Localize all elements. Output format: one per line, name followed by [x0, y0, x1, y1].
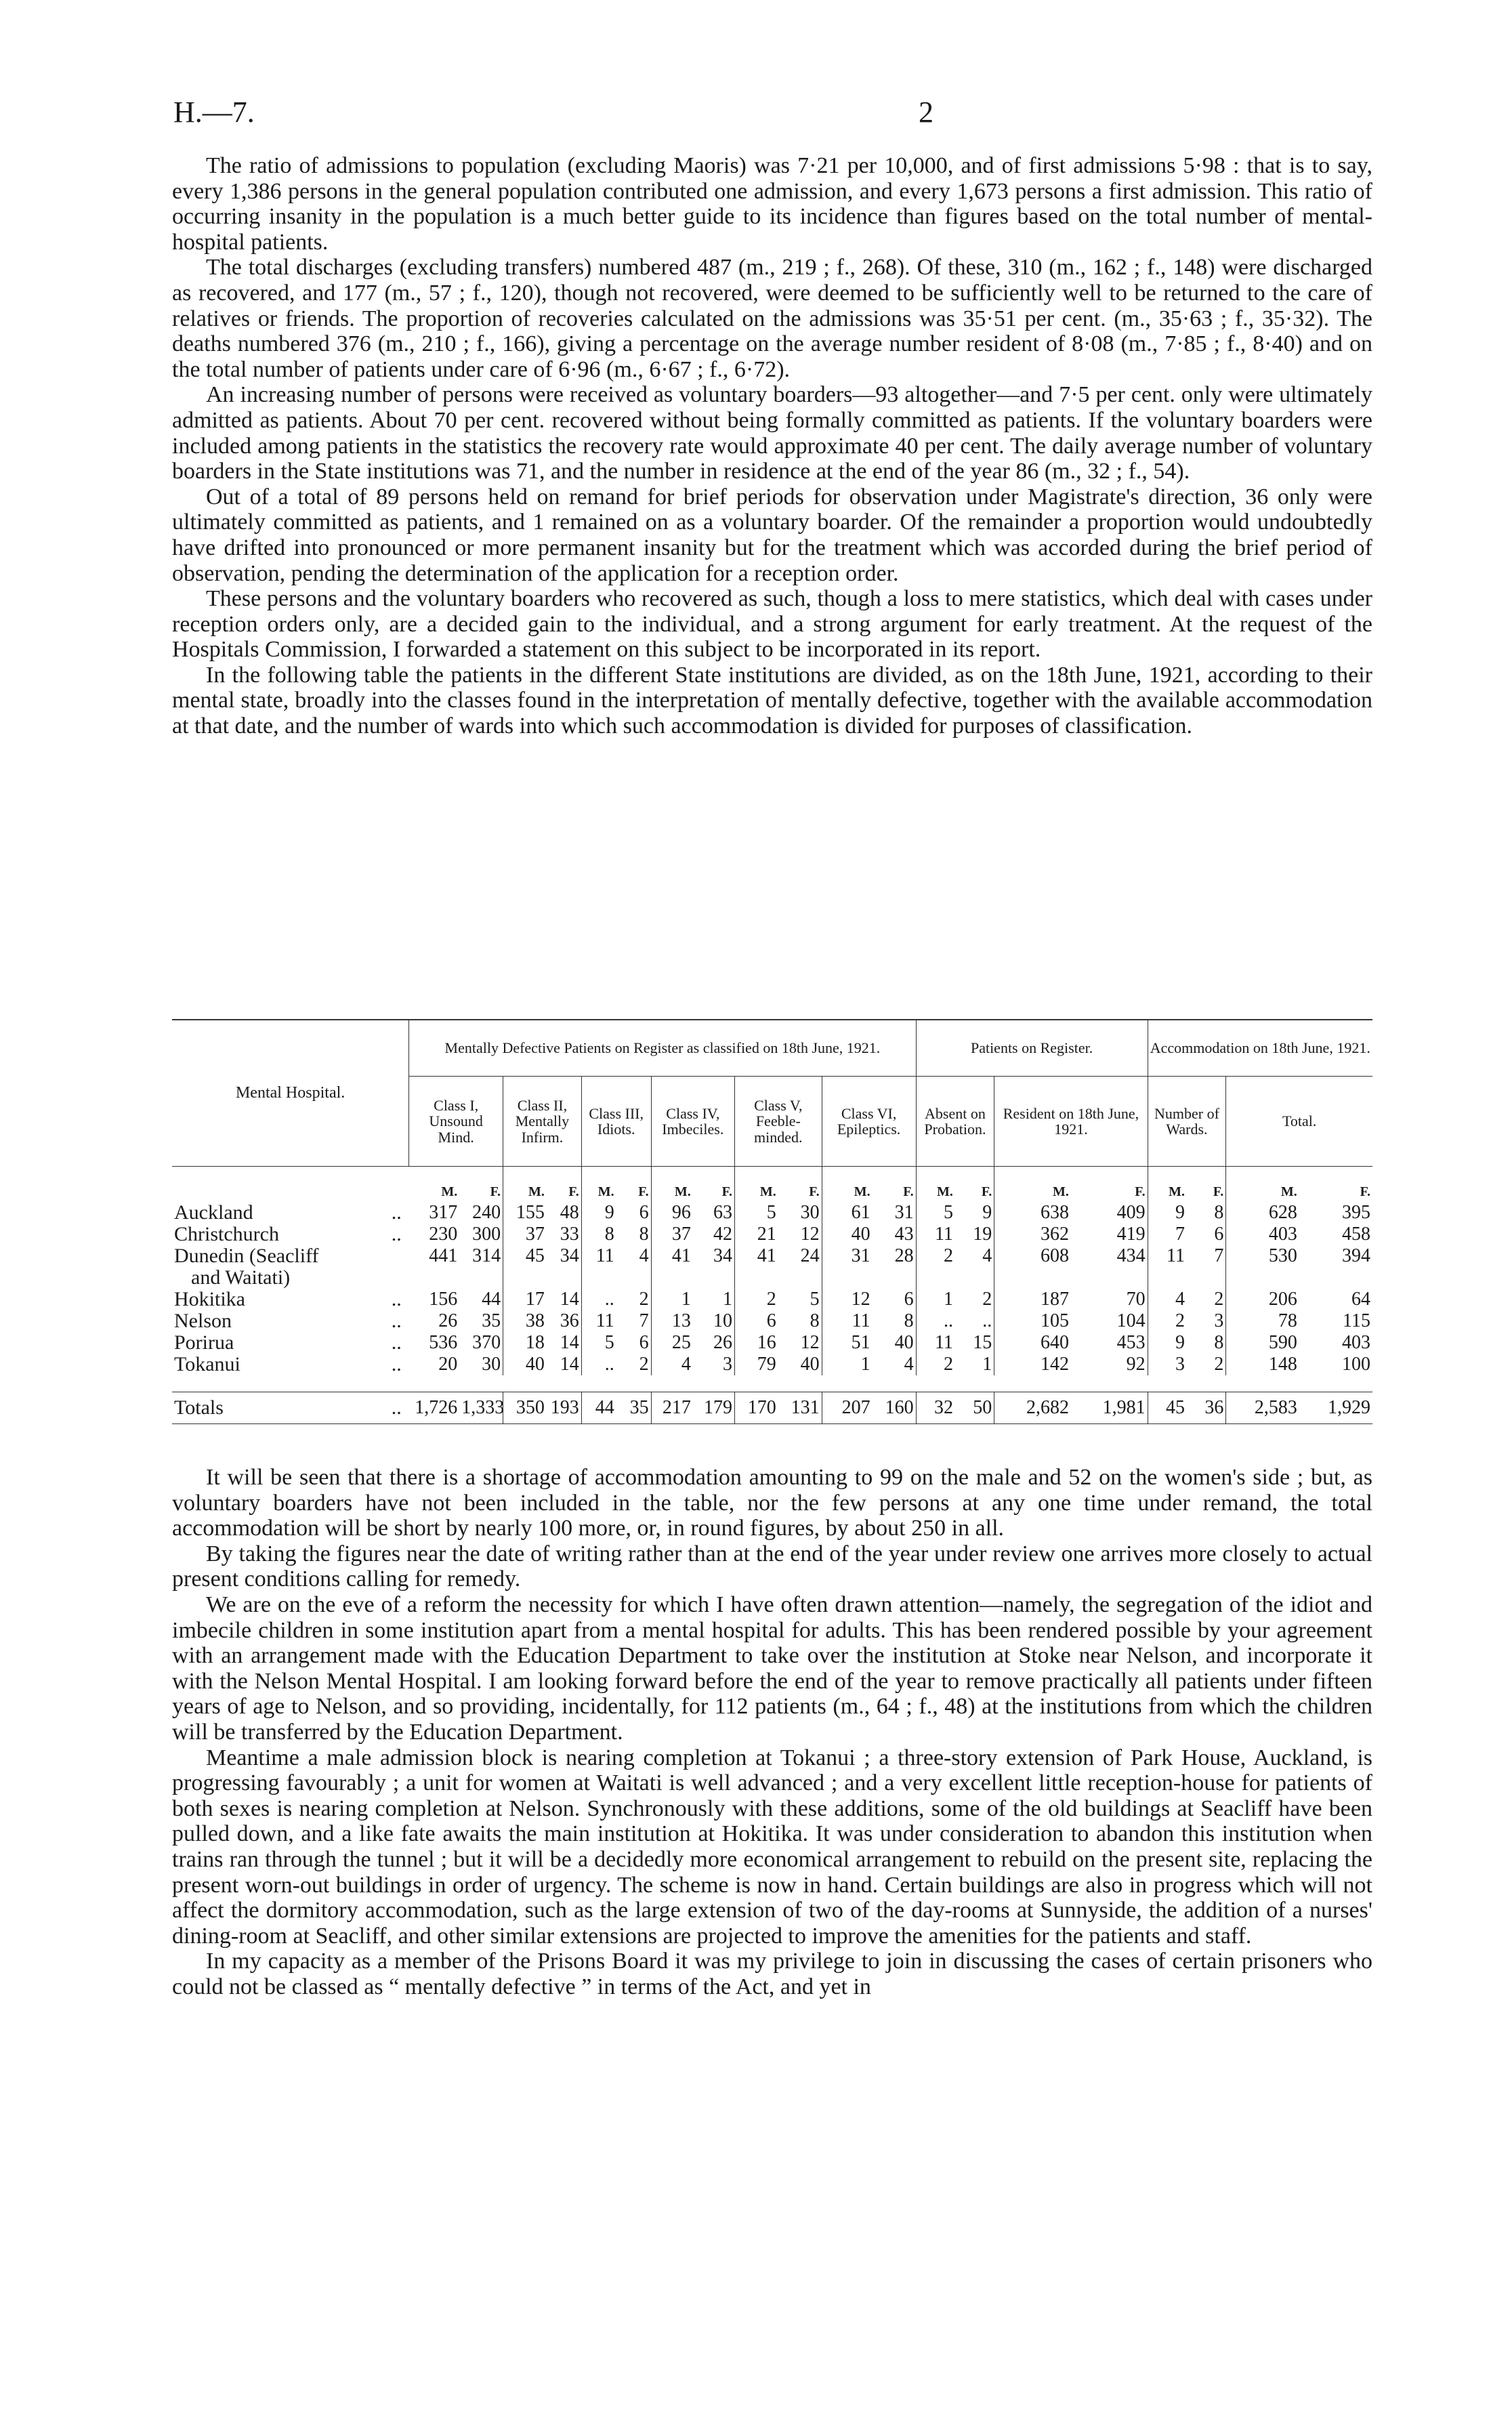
table-cell: 1: [681, 1289, 691, 1310]
table-row: [172, 1245, 1372, 1267]
table-cell: 8: [873, 1310, 916, 1332]
table-cell: 403: [1268, 1224, 1297, 1245]
table-cell: 370: [459, 1332, 503, 1354]
table-cell: 6: [873, 1289, 916, 1310]
table-cell: 26: [438, 1310, 458, 1332]
table-cell: 1: [955, 1354, 994, 1375]
table-cell: 395: [1342, 1202, 1370, 1224]
table-cell: 2: [1187, 1289, 1226, 1310]
paragraph: Meantime a male admission block is nearing completion at Tokanui ; a three-story extension of Park House, Auckland, is progressing favourably ; a unit for women at Waitati is well advanced ; and a very excellent little reception-house for patients of both sexes is nearing completion at Nelson. Synchronously with these additions, some of the old buildings at Seacliff have been pulled down, and a like fate awaits the main institution at Hokitika. It was under consideration to abandon this institution when trains ran through the tunnel ; but it will be a decidedly more economical arrangement to rebuild on the present site, replacing the present worn-out buildings in order of urgency. The scheme is now in hand. Certain buildings are also in progress which will not affect the dormitory accommodation, such as the large extension of two of the day-rooms at Sunnyside, the addition of a nurses' dining-room at Seacliff, and other similar extensions are projected to improve the amenities for the patients and staff.: [172, 1745, 1372, 1949]
female-label: F.: [1187, 1167, 1226, 1203]
table-cell: 31: [851, 1245, 870, 1267]
table-cell: 25: [671, 1332, 691, 1354]
table-cell: 33: [547, 1224, 581, 1245]
number-of-wards-header: Number of Wards.: [1148, 1077, 1226, 1167]
table-cell: 30: [778, 1202, 822, 1224]
paragraph: In the following table the patients in the different State institutions are divided, as on the 18th June, 1921, according to their mental state, broadly into the classes found in the interpretation of mentally defective, together with the available accommodation at that date, and the number of wards into which such accommodation is divided for purposes of classification.: [172, 662, 1372, 739]
table-cell: 115: [1343, 1310, 1370, 1332]
table-row: [172, 1224, 1372, 1245]
male-label: M.: [937, 1184, 953, 1199]
female-label: F.: [873, 1167, 916, 1203]
statistics-table-wrapper: [172, 1019, 1372, 1424]
table-cell: 350: [503, 1392, 547, 1424]
table-cell: 131: [778, 1392, 822, 1424]
table-cell: 19: [955, 1224, 994, 1245]
resident-header: Resident on 18th June, 1921.: [994, 1077, 1148, 1167]
female-label: F.: [1071, 1167, 1148, 1203]
report-reference: H.—7.: [173, 96, 255, 129]
table-cell: 100: [1342, 1354, 1370, 1375]
table-cell: 3: [1187, 1310, 1226, 1332]
paragraph: These persons and the voluntary boarders who recovered as such, though a loss to mere statistics, which deal with cases under reception orders only, are a decided gain to the individual, and a strong argument for early treatment. At the request of the Hospitals Commission, I forwarded a statement on this subject to be incorporated in its report.: [172, 586, 1372, 663]
page-number: 2: [919, 96, 933, 129]
table-cell: 36: [547, 1310, 581, 1332]
table-cell: 2: [616, 1289, 651, 1310]
female-label: F.: [459, 1167, 503, 1203]
table-cell: 3: [693, 1354, 735, 1375]
hospital-name-continued: and Waitati): [191, 1266, 291, 1289]
male-label: M.: [1053, 1184, 1069, 1199]
table-cell: 43: [873, 1224, 916, 1245]
paragraph: The ratio of admissions to population (excluding Maoris) was 7·21 per 10,000, and of first admissions 5·98 : that is to say, every 1,386 persons in the general population contributed one admission, and every 1,673 persons a first admission. This ratio of occurring insanity in the population is a much better guide to its incidence than figures based on the total number of mental-hospital patients.: [172, 153, 1372, 255]
empty-cell: [822, 1267, 873, 1289]
table-row: [172, 1202, 1372, 1224]
female-label: F.: [955, 1167, 994, 1203]
leader-dots: ..: [391, 1201, 402, 1224]
paragraph: An increasing number of persons were received as voluntary boarders—93 altogether—and 7·5 per cent. only were ultimately admitted as patients. About 70 per cent. recovered without being formally committed as patients. If the voluntary boarders were included among patients in the statistics the recovery rate would approximate 40 per cent. The daily average number of voluntary boarders in the State institutions was 71, and the number in residence at the end of the year 86 (m., 32 ; f., 54).: [172, 382, 1372, 484]
empty-cell: [547, 1267, 581, 1289]
table-cell: 2: [1187, 1354, 1226, 1375]
table-cell: 12: [778, 1224, 822, 1245]
table-cell: 2: [616, 1354, 651, 1375]
table-cell: 8: [616, 1224, 651, 1245]
col-mental-hospital: Mental Hospital.: [172, 1020, 409, 1167]
table-cell: 50: [955, 1392, 994, 1424]
table-cell: 608: [1040, 1245, 1069, 1267]
table-cell: 7: [1175, 1224, 1185, 1245]
table-cell: 14: [547, 1289, 581, 1310]
table-cell: 1: [943, 1289, 953, 1310]
table-cell: 9: [1175, 1202, 1185, 1224]
table-cell: 453: [1071, 1332, 1148, 1354]
male-label: M.: [759, 1184, 776, 1199]
table-cell: 4: [955, 1245, 994, 1267]
table-cell: 2: [1175, 1310, 1185, 1332]
table-cell: 8: [1187, 1332, 1226, 1354]
table-cell: 44: [581, 1392, 616, 1424]
group-classified-header: Mentally Defective Patients on Register as classified on 18th June, 1921.: [409, 1020, 916, 1077]
table-cell: 20: [438, 1354, 458, 1375]
table-cell: 160: [873, 1392, 916, 1424]
table-cell: 362: [1040, 1224, 1069, 1245]
hospital-name: [172, 1392, 409, 1424]
table-cell: 17: [525, 1289, 545, 1310]
table-cell: 38: [525, 1310, 545, 1332]
table-cell: ..: [955, 1310, 994, 1332]
table-cell: 638: [1040, 1202, 1069, 1224]
table-cell: 64: [1351, 1289, 1370, 1310]
table-cell: 11: [934, 1332, 953, 1354]
table-cell: 441: [429, 1245, 458, 1267]
table-cell: 12: [851, 1289, 870, 1310]
table-cell: 28: [873, 1245, 916, 1267]
table-cell: 36: [1187, 1392, 1226, 1424]
table-cell: 4: [1175, 1289, 1185, 1310]
table-row-continuation: [172, 1267, 1372, 1289]
paragraph: It will be seen that there is a shortage of accommodation amounting to 99 on the male and 52 on the women's side ; but, as voluntary boarders have not been included in the table, nor the few persons at any one time under remand, the total accommodation will be short by nearly 100 more, or, in round figures, by about 250 in all.: [172, 1465, 1372, 1541]
table-cell: 48: [547, 1202, 581, 1224]
table-cell: 5: [766, 1202, 776, 1224]
class-ii-header: Class II, Mentally Infirm.: [503, 1077, 582, 1167]
table-cell: 37: [671, 1224, 691, 1245]
table-cell: 7: [616, 1310, 651, 1332]
table-cell: 3: [1175, 1354, 1185, 1375]
table-cell: 16: [757, 1332, 776, 1354]
table-row: [172, 1289, 1372, 1310]
table-cell: 9: [1175, 1332, 1185, 1354]
table-row: [172, 1332, 1372, 1354]
table-cell: 32: [916, 1392, 955, 1424]
table-cell: 300: [459, 1224, 503, 1245]
class-v-header: Class V, Feeble-minded.: [735, 1077, 822, 1167]
empty-cell: [1299, 1267, 1372, 1289]
hospital-name-text: Dunedin (Seacliff: [174, 1245, 319, 1268]
table-cell: 78: [1278, 1310, 1297, 1332]
table-cell: 434: [1071, 1245, 1148, 1267]
total-accommodation-header: Total.: [1226, 1077, 1372, 1167]
leader-dots: ..: [391, 1310, 402, 1333]
class-iv-header: Class IV, Imbeciles.: [651, 1077, 734, 1167]
table-cell: 6: [1187, 1224, 1226, 1245]
paragraph: By taking the figures near the date of writing rather than at the end of the year under review one arrives more closely to actual present conditions calling for remedy.: [172, 1541, 1372, 1592]
male-label: M.: [441, 1184, 458, 1199]
empty-cell: [693, 1267, 735, 1289]
table-cell: 96: [671, 1202, 691, 1224]
table-cell: 530: [1268, 1245, 1297, 1267]
table-cell: 11: [595, 1310, 614, 1332]
empty-cell: [581, 1267, 616, 1289]
table-cell: 14: [547, 1354, 581, 1375]
table-cell: ..: [604, 1354, 614, 1375]
paragraph: The total discharges (excluding transfers) numbered 487 (m., 219 ; f., 268). Of these, 310 (m., 162 ; f., 148) were discharged as recovered, and 177 (m., 57 ; f., 120), though not recovered, were deemed to be sufficiently well to be returned to the care of relatives or friends. The proportion of recoveries calculated on the admissions was 35·51 per cent. (m., 35·63 ; f., 35·32). The deaths numbered 376 (m., 210 ; f., 166), giving a percentage on the average number resident of 8·08 (m., 7·85 ; f., 8·40) and on the total number of patients under care of 6·96 (m., 6·67 ; f., 6·72).: [172, 255, 1372, 382]
table-cell: 42: [693, 1224, 735, 1245]
empty-cell: [994, 1267, 1071, 1289]
empty-cell: [778, 1267, 822, 1289]
paragraph: Out of a total of 89 persons held on remand for brief periods for observation under Magistrate's direction, 36 only were ultimately committed as patients, and 1 remained on as a voluntary boarder. Of the remainder a proportion would undoubtedly have drifted into pronounced or more permanent insanity but for the treatment which was accorded during the brief period of observation, pending the determination of the application for a reception order.: [172, 484, 1372, 586]
table-cell: 193: [547, 1392, 581, 1424]
hospital-name: [172, 1202, 409, 1224]
sex-label-row: [172, 1167, 1372, 1203]
group-accommodation-header: Accommodation on 18th June, 1921.: [1148, 1020, 1372, 1077]
table-cell: 1,333: [459, 1392, 503, 1424]
group-register-header: Patients on Register.: [916, 1020, 1148, 1077]
spacer-row: [172, 1375, 1372, 1392]
table-cell: 1,981: [1071, 1392, 1148, 1424]
table-cell: 13: [671, 1310, 691, 1332]
hospital-name-text: Porirua: [174, 1331, 234, 1354]
table-cell: 35: [459, 1310, 503, 1332]
body-text-bottom: [172, 1465, 1372, 1999]
hospital-name: [172, 1224, 409, 1245]
table-cell: ..: [943, 1310, 953, 1332]
totals-row: [172, 1392, 1372, 1424]
leader-dots: ..: [391, 1223, 402, 1246]
table-cell: 240: [459, 1202, 503, 1224]
male-label: M.: [1169, 1184, 1185, 1199]
table-cell: 30: [459, 1354, 503, 1375]
table-cell: 409: [1071, 1202, 1148, 1224]
table-cell: 104: [1071, 1310, 1148, 1332]
table-cell: 394: [1342, 1245, 1370, 1267]
table-cell: 6: [616, 1202, 651, 1224]
table-cell: 458: [1342, 1224, 1370, 1245]
table-cell: 8: [604, 1224, 614, 1245]
table-cell: 24: [778, 1245, 822, 1267]
empty-cell: [651, 1267, 693, 1289]
table-cell: 4: [873, 1354, 916, 1375]
table-cell: 26: [693, 1332, 735, 1354]
table-cell: 9: [604, 1202, 614, 1224]
table-cell: 2: [943, 1245, 953, 1267]
table-cell: 34: [547, 1245, 581, 1267]
empty-cell: [1148, 1267, 1187, 1289]
empty-cell: [503, 1267, 547, 1289]
table-cell: 1,929: [1299, 1392, 1372, 1424]
table-cell: 45: [1148, 1392, 1187, 1424]
female-label: F.: [693, 1167, 735, 1203]
table-row: [172, 1354, 1372, 1375]
table-cell: 8: [778, 1310, 822, 1332]
table-cell: 230: [429, 1224, 458, 1245]
table-cell: 170: [735, 1392, 778, 1424]
table-cell: 142: [1040, 1354, 1069, 1375]
table-cell: 12: [778, 1332, 822, 1354]
table-cell: 5: [943, 1202, 953, 1224]
empty-cell: [735, 1267, 778, 1289]
table-cell: 317: [429, 1202, 458, 1224]
table-cell: 419: [1071, 1224, 1148, 1245]
table-cell: 6: [766, 1310, 776, 1332]
table-cell: 628: [1268, 1202, 1297, 1224]
empty-cell: [616, 1267, 651, 1289]
table-cell: 44: [459, 1289, 503, 1310]
table-cell: 1: [860, 1354, 870, 1375]
table-body: [172, 1167, 1372, 1424]
table-cell: 640: [1040, 1332, 1069, 1354]
leader-dots: ..: [391, 1353, 402, 1376]
table-cell: 15: [955, 1332, 994, 1354]
absent-on-probation-header: Absent on Probation.: [916, 1077, 994, 1167]
table-cell: 40: [778, 1354, 822, 1375]
table-cell: ..: [604, 1289, 614, 1310]
table-cell: 11: [934, 1224, 953, 1245]
leader-dots: ..: [391, 1396, 402, 1419]
table-cell: 179: [693, 1392, 735, 1424]
male-label: M.: [674, 1184, 691, 1199]
hospital-name: [172, 1289, 409, 1310]
table-cell: 41: [671, 1245, 691, 1267]
table-cell: 536: [429, 1332, 458, 1354]
table-cell: 11: [852, 1310, 870, 1332]
female-label: F.: [778, 1167, 822, 1203]
table-cell: 70: [1071, 1289, 1148, 1310]
table-cell: 18: [525, 1332, 545, 1354]
table-cell: 156: [429, 1289, 458, 1310]
hospital-name-text: Nelson: [174, 1310, 232, 1333]
table-cell: 207: [822, 1392, 873, 1424]
table-cell: 314: [459, 1245, 503, 1267]
empty-cell: [1071, 1267, 1148, 1289]
female-label: F.: [547, 1167, 581, 1203]
table-cell: 9: [955, 1202, 994, 1224]
table-cell: 34: [693, 1245, 735, 1267]
hospital-name-text: Auckland: [174, 1201, 253, 1224]
hospital-name: [172, 1310, 409, 1332]
page-header: [173, 95, 1379, 136]
female-label: F.: [616, 1167, 651, 1203]
table-cell: 206: [1268, 1289, 1297, 1310]
table-cell: 2: [955, 1289, 994, 1310]
table-cell: 37: [525, 1224, 545, 1245]
table-cell: 40: [851, 1224, 870, 1245]
leader-dots: ..: [391, 1331, 402, 1354]
class-i-header: Class I, Unsound Mind.: [409, 1077, 503, 1167]
table-cell: 21: [757, 1224, 776, 1245]
table-cell: 4: [616, 1245, 651, 1267]
paragraph: In my capacity as a member of the Prisons Board it was my privilege to join in discussing the cases of certain prisoners who could not be classed as “ mentally defective ” in terms of the Act, and yet in: [172, 1949, 1372, 1999]
table-cell: 11: [1166, 1245, 1185, 1267]
empty-cell: [1187, 1267, 1226, 1289]
empty-cell: [409, 1267, 460, 1289]
table-cell: 79: [757, 1354, 776, 1375]
hospital-name-text: Hokitika: [174, 1288, 245, 1311]
hospital-name-text: Tokanui: [174, 1353, 240, 1376]
table-cell: 31: [873, 1202, 916, 1224]
male-label: M.: [528, 1184, 545, 1199]
table-cell: 1: [693, 1289, 735, 1310]
empty-cell: [1226, 1267, 1299, 1289]
table-cell: 5: [604, 1332, 614, 1354]
table-cell: 2,583: [1226, 1392, 1299, 1424]
hospital-name: [172, 1332, 409, 1354]
table-cell: 61: [851, 1202, 870, 1224]
table-cell: 11: [595, 1245, 614, 1267]
table-cell: 2: [766, 1289, 776, 1310]
hospital-name: [172, 1245, 409, 1267]
table-cell: 6: [616, 1332, 651, 1354]
table-cell: 2,682: [994, 1392, 1071, 1424]
table-cell: 105: [1040, 1310, 1069, 1332]
table-cell: 40: [525, 1354, 545, 1375]
empty-cell: [459, 1267, 503, 1289]
table-cell: 148: [1268, 1354, 1297, 1375]
table-cell: 155: [516, 1202, 545, 1224]
table-cell: 41: [757, 1245, 776, 1267]
male-label: M.: [597, 1184, 614, 1199]
table-cell: 1,726: [409, 1392, 460, 1424]
table-cell: 2: [943, 1354, 953, 1375]
hospital-name-text: Christchurch: [174, 1223, 279, 1246]
table-cell: 187: [1040, 1289, 1069, 1310]
patients-classification-table: [172, 1019, 1372, 1424]
table-cell: 217: [651, 1392, 693, 1424]
hospital-name: [172, 1354, 409, 1375]
empty-cell: [955, 1267, 994, 1289]
table-cell: 10: [693, 1310, 735, 1332]
female-label: F.: [1360, 1184, 1370, 1199]
paragraph: We are on the eve of a reform the necessity for which I have often drawn attention—namely, the segregation of the idiot and imbecile children in some institution apart from a mental hospital for adults. This has been rendered possible by your agreement with an arrangement made with the Education Department to take over the institution at Stoke near Nelson, and incorporate it with the Nelson Mental Hospital. I am looking forward before the end of the year to remove practically all patients under fifteen years of age to Nelson, and so providing, incidentally, for 112 patients (m., 64 ; f., 48) at the institutions from which the children will be transferred by the Education Department.: [172, 1592, 1372, 1745]
table-cell: 590: [1268, 1332, 1297, 1354]
empty-cell: [873, 1267, 916, 1289]
table-cell: 51: [851, 1332, 870, 1354]
empty-cell: [916, 1267, 955, 1289]
table-row: [172, 1310, 1372, 1332]
body-text-top: [172, 153, 1372, 739]
table-cell: 8: [1187, 1202, 1226, 1224]
male-label: M.: [854, 1184, 870, 1199]
table-cell: 403: [1342, 1332, 1370, 1354]
table-cell: 14: [547, 1332, 581, 1354]
table-cell: 45: [525, 1245, 545, 1267]
table-cell: 35: [616, 1392, 651, 1424]
table-cell: 92: [1071, 1354, 1148, 1375]
table-cell: 5: [778, 1289, 822, 1310]
class-vi-header: Class VI, Epileptics.: [822, 1077, 916, 1167]
table-cell: 40: [873, 1332, 916, 1354]
table-cell: 63: [693, 1202, 735, 1224]
leader-dots: ..: [391, 1288, 402, 1311]
class-iii-header: Class III, Idiots.: [581, 1077, 651, 1167]
row-label: [172, 1167, 409, 1203]
table-cell: 4: [681, 1354, 691, 1375]
table-cell: 7: [1187, 1245, 1226, 1267]
hospital-name-text: Totals: [174, 1396, 224, 1419]
male-label: M.: [1280, 1184, 1297, 1199]
